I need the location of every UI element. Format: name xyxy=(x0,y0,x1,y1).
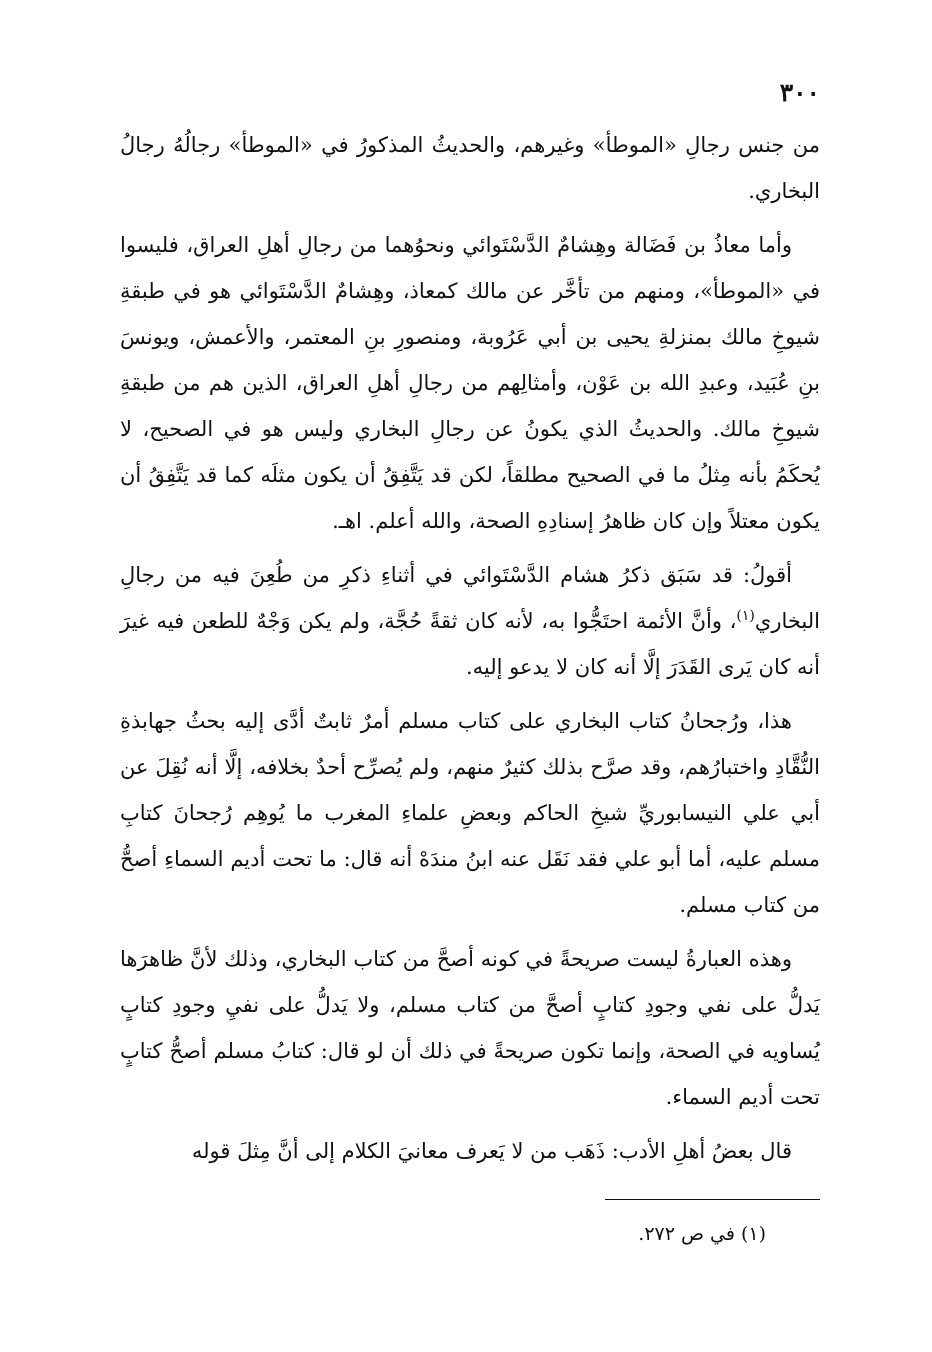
paragraph-bukhari-preference: هذا، ورُجحانُ كتاب البخاري على كتاب مسلم أمرٌ ثابتٌ أدَّى إليه بحثُ جهابذةِ النُّقَّادِ واختبارُهم، وقد صرَّح بذلك كثيرٌ منهم، ولم يُصرِّح أحدٌ بخلافه، إلَّا أنه نُقِلَ عن أبي علي النيسابوريِّ شيخِ الحاكم وبعضِ علماءِ المغرب ما يُوهِم رُجحانَ كتابِ مسلم عليه، أما أبو علي فقد نَقَل عنه ابنُ مندَهْ أنه قال: ما تحت أديم السماءِ أصحُّ من كتاب مسلم. xyxy=(120,709,820,917)
footnote-divider xyxy=(605,1199,820,1200)
paragraph-statement-analysis: وهذه العبارةُ ليست صريحةً في كونه أصحَّ من كتاب البخاري، وذلك لأنَّ ظاهرَها يَدلُّ على نفي وجودِ كتابٍ أصحَّ من كتاب مسلم، ولا يَدلُّ على نفيِ وجودِ كتابٍ يُساويه في الصحة، وإنما تكون صريحةً في ذلك أن لو قال: كتابُ مسلم أصحُّ كتابٍ تحت أديم السماء. xyxy=(120,947,820,1109)
author-note-text-rest: ، وأنَّ الأئمة احتَجُّوا به، لأنه كان ثقةً حُجَّة، ولم يكن وَجْهٌ للطعن فيه غيرَ أنه كان يَرى القَدَرَ إلَّا أنه كان لا يدعو إليه. xyxy=(120,609,820,679)
paragraph-author-note xyxy=(120,552,820,690)
footnote: (١) في ص ٢٧٢. xyxy=(638,1223,766,1245)
page-number: ٣٠٠ xyxy=(779,78,820,107)
paragraph-literary-opinion: قال بعضُ أهلِ الأدب: ذَهَب من لا يَعرف معانيَ الكلام إلى أنَّ مِثلَ قوله xyxy=(191,1139,792,1163)
author-note-text: أقولُ: قد سَبَق ذكرُ هشام الدَّسْتَوائي في أثناءِ ذكرِ من طُعِنَ فيه من رجالِ البخاري xyxy=(120,563,820,633)
paragraph-muadh-hisham: وأما معاذُ بن فَضَالة وهِشامٌ الدَّسْتَوائي ونحوُهما من رجالِ أهلِ العراق، فليسوا في «الموطأ»، ومنهم من تأخَّر عن مالك كمعاذ، وهِشامٌ الدَّسْتَوائي هو في طبقةِ شيوخِ مالك بمنزلةِ يحيى بن أبي عَرُوبة، ومنصورِ بنِ المعتمر، والأعمش، ويونسَ بنِ عُبَيد، وعبدِ الله بن عَوْن، وأمثالِهم من رجالِ أهلِ العراق، الذين هم من طبقةِ شيوخِ مالك. والحديثُ الذي يكونُ عن رجالِ البخاري وليس هو في الصحيح، لا يُحكَمُ بأنه مِثلُ ما في الصحيح مطلقاً، لكن قد يَتَّفِقُ أن يكون مثلَه كما قد يَتَّفِقُ أن يكون معتلاً وإن كان ظاهرُ إسنادِهِ الصحة، والله أعلم. اهـ. xyxy=(120,233,820,533)
main-text xyxy=(120,122,820,1182)
footnote-reference: (١) xyxy=(736,608,755,624)
paragraph-continuation: من جنس رجالِ «الموطأ» وغيرهم، والحديثُ المذكورُ في «الموطأ» رجالُهُ رجالُ البخاري. xyxy=(120,133,820,203)
